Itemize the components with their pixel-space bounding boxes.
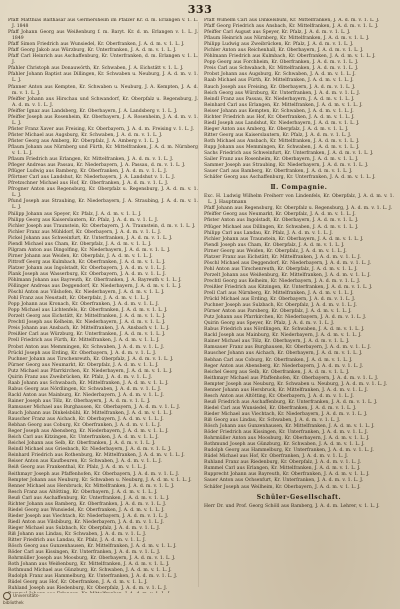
list-entry: Ramsauer Franz aus Burghausen, Kr. Oberbayern, J. A. d. m. v. 1. L. J. <box>204 345 371 351</box>
list-entry: Pfister Michael aus Augsburg, Kr. Schwaben, J. A. d. m. v. 1. L. J. <box>8 132 163 138</box>
list-entry: Putz Michael aus Pfarrkirchen, Kr. Niederbayern, J. A. d. m. v. 1. L. J. <box>8 368 173 374</box>
stamp-line-2: bibliothek <box>3 599 24 605</box>
list-entry: Rösch Johann aus Gunzenhausen, Kr. Mittelfranken, J. A. d. m. v. 1. L. J. <box>204 424 375 430</box>
list-entry: Popp Georg aus Forchheim, Kr. Oberfranken, J. A. d. m. v. 1. L. J. <box>204 60 359 66</box>
list-entry: Ruhland Franz aus Riedenburg, Kr. Oberpfalz, J. A. d. m. v. 1. L. J. <box>204 460 361 466</box>
list-entry: Pfaff Georg Jakob aus Würzburg, Kr. Unterfranken, J. A. d. m. v. 1. L. J. <box>8 48 177 54</box>
list-entry: Rabus Georg aus Nördlingen, Kr. Schwaben, J. A. d. m. v. 1. L. J. <box>8 386 161 392</box>
list-entry: Riß Georg aus Lindau, Kr. Schwaben, J. A. d. m. v. 1. L. J. <box>204 418 341 423</box>
list-entry: Popp Johann aus Kronach, Kr. Oberfranken, J. A. d. m. v. 1. L. J. <box>8 302 159 308</box>
library-stamp <box>3 592 83 605</box>
list-entry: Prückl Joseph aus Erding, Kr. Oberbayern, J. A. d. m. v. 1. L. J. <box>8 350 157 356</box>
list-entry: Quirin Franz aus Zweibrücken, Kr. Pfalz, J. A. d. m. v. 1. L. J. <box>8 374 152 380</box>
list-entry: Rudolph Georg aus Hammelburg, Kr. Unterfranken, J. A. d. m. v. 1. L. J. <box>204 448 374 454</box>
list-entry: Pfretzschner Michael aus Hof, Kr. Oberfranken, J. A. d. m. v. 1. L. J. <box>8 181 169 187</box>
list-entry: Reithmayr Joseph aus Pfaffenhofen, Kr. Oberbayern, J. A. d. m. v. 1. L. J. <box>8 471 179 477</box>
list-entry: Piendl Michael aus Cham, Kr. Oberpfalz, J. A. d. m. v. 1. L. J. <box>8 241 152 247</box>
list-entry: Riedl Joseph aus Landshut, Kr. Niederbayern, J. A. d. m. v. 1. L. J. <box>204 120 360 126</box>
list-entry: Rupprecht Johann aus Bayreuth, Kr. Oberfranken, J. A. d. m. v. 1. L. J. <box>204 472 370 478</box>
list-entry: Pichler Johann aus Traunstein, Kr. Oberbayern, J. A. d. m. v. 1. L. J. <box>204 236 364 242</box>
list-entry: Quirin Georg aus Speyer, Kr. Pfalz, J. A. d. m. v. 1. L. J. <box>204 321 335 327</box>
list-entry: Pfahler Johann Baptist aus Dillingen, Kr. Schwaben u. Neuburg, J. A. d. m. v. 1. L. J. <box>8 72 198 84</box>
list-entry: Rummel Carl aus Erlangen, Kr. Mittelfranken, J. A. d. m. v. 1. L. J. <box>204 466 361 472</box>
list-entry: Rothmund Michael aus Günzburg, Kr. Schwaben, J. A. d. m. v. 1. L. J. <box>8 568 172 574</box>
list-entry: Reinhard Carl aus Erlangen, Kr. Mittelfranken, J. A. d. m. v. 1. L. J. <box>204 102 363 108</box>
list-entry: Pfeiffer Carl August aus Speyer, Kr. Pfalz, J. A. d. m. v. 1. L. J. <box>204 30 351 36</box>
list-entry: Rainer Michael aus Tölz, Kr. Oberbayern, J. A. d. m. v. 1. L. J. <box>204 339 350 345</box>
seal-icon <box>3 592 11 600</box>
list-entry: Sauer Anton aus Ochsenfurt, Kr. Unterfranken, J. A. d. m. v. 1. L. J. <box>204 478 364 484</box>
list-entry: Riedel Georg aus Wunsiedel, Kr. Oberfranken, J. A. d. m. v. 1. L. J. <box>8 507 165 513</box>
list-entry: Pirner Georg aus Weiden, Kr. Oberpfalz, J. A. d. m. v. 1. L. J. <box>204 248 347 254</box>
page-number: 333 <box>187 3 213 16</box>
list-entry: Renner Michael aus Hersbruck, Kr. Mittelfranken, J. A. d. m. v. 1. L. J. <box>8 483 175 489</box>
list-entry: Pfister Anton aus Ingolstadt, Kr. Oberbayern, J. A. d. m. v. 1. L. J. <box>204 218 359 224</box>
list-entry: Sachs Friedrich aus Schweinfurt, Kr. Unterfranken, J. A. d. m. v. 1. L. J. <box>204 151 374 157</box>
list-entry: Reuß Carl aus Aschaffenburg, Kr. Unterfranken, J. A. d. m. v. 1. L. J. <box>8 495 170 501</box>
list-entry: Reichel Johann aus Selb, Kr. Oberfranken, J. A. d. m. v. 1. L. J. <box>8 441 156 447</box>
list-entry: Pohl Anton aus Tirschenreuth, Kr. Oberpfalz, J. A. d. m. v. 1. L. J. <box>204 266 358 272</box>
list-entry: Exc. H. Ludwig Wilhelm Freiherr von Lindenfels, Kr. Oberpfalz, J. A. d. m. v. 1. L. J. Hauptmann <box>204 194 394 206</box>
list-entry: Puchner Johann aus Tirschenreuth, Kr. Oberpfalz, J. A. d. m. v. 1. L. J. <box>8 356 174 362</box>
list-entry: Prechtl Georg aus Kelheim, Kr. Niederbayern, J. A. d. m. v. 1. L. J. <box>204 278 361 284</box>
list-entry: Reger Joseph aus Abensberg, Kr. Niederbayern, J. A. d. m. v. 1. L. J. <box>8 429 169 435</box>
list-entry: Herr Dr. und Prof. Georg Schöll aus Bamberg, J. A. d. m. Lehrer, v. 1. L. J. <box>204 503 380 509</box>
list-entry: Rauch Johann aus Dinkelsbühl, Kr. Mittelfranken, J. A. d. m. v. 1. L. J. <box>8 411 173 417</box>
left-column <box>8 18 198 593</box>
list-entry: Ritter Friedrich aus Landau, Kr. Pfalz, J. A. d. m. v. 1. L. J. <box>8 538 146 544</box>
list-entry: Ramsauer Michael aus Burghausen, Kr. Oberbayern, J. A. d. m. v. 1. L. J. <box>8 405 180 410</box>
list-entry: Pfeiffer Johann aus Hirschau und Schwandorf, Kr. Oberpfalz u. Regensburg, J. A. d. m. v. 1. L. J. <box>8 96 198 108</box>
list-entry: Philipp Georg aus Kaiserslautern, Kr. Pfalz, J. A. d. m. v. 1. L. J. <box>8 217 158 223</box>
list-entry: Pirner Johann aus Weiden, Kr. Oberpfalz, J. A. d. m. v. 1. L. J. <box>8 253 153 259</box>
list-entry: Pöschl Michael aus Deggendorf, Kr. Niederbayern, J. A. d. m. v. 1. L. J. <box>204 260 371 266</box>
list-entry: Rieder Michael aus Viechtach, Kr. Niederbayern, J. A. d. m. v. 1. L. J. <box>204 411 368 417</box>
list-entry: Rieger Michael aus Sulzbach, Kr. Oberpfalz, J. A. d. m. v. 1. L. J. <box>8 525 160 531</box>
section-heading: Ⅱ. Compagnie. <box>270 184 328 192</box>
footer-heading: Schüler-Gesellschaft. <box>256 493 342 501</box>
list-entry: Pfrogner Anton aus Regensburg, Kr. Oberpfalz u. Regensburg, J. A. d. m. v. 1. L. J. <box>8 187 198 199</box>
list-entry: Pfaff Simon Friedrich aus Wunsiedel, Kr. Oberfranken, J. A. d. m. v. 1. L. J. <box>8 42 185 48</box>
list-entry: Rackl Anton aus Mainburg, Kr. Niederbayern, J. A. d. m. v. 1. L. J. <box>8 392 164 398</box>
list-entry: Rohrmüller Anton aus Moosburg, Kr. Oberbayern, J. A. d. m. v. 1. L. J. <box>204 436 370 442</box>
text-columns <box>8 18 394 593</box>
list-entry: Riedl Anton aus Vilsbiburg, Kr. Niederbayern, J. A. d. m. v. 1. L. J. <box>8 519 164 525</box>
list-entry: Reich Carl aus Kitzingen, Kr. Unterfranken, J. A. d. m. v. 1. L. J. <box>8 435 159 441</box>
right-column <box>204 18 394 593</box>
list-entry: Rudolph Franz aus Hammelburg, Kr. Unterfranken, J. A. d. m. v. 1. L. J. <box>8 574 178 580</box>
list-entry: Prechtl Joseph aus Kelheim, Kr. Niederbayern, J. A. d. m. v. 1. L. J. <box>8 320 166 326</box>
list-entry: Pittroff Georg aus Kulmbach, Kr. Oberfranken, J. A. d. m. v. 1. L. J. <box>8 259 166 265</box>
footer-list <box>204 504 394 510</box>
list-entry: Probst Johann aus Augsburg, Kr. Schwaben, J. A. d. m. v. 1. L. J. <box>204 72 356 78</box>
list-entry: Rebhan Georg aus Coburg, Kr. Oberfranken, J. A. d. m. v. 1. L. J. <box>8 423 161 429</box>
list-entry: Preißler Carl aus Würzburg, Kr. Unterfranken, J. A. d. m. v. 1. L. J. <box>8 332 166 338</box>
list-entry: Rempter Joseph aus Neuburg, Kr. Schwaben u. Neuburg, J. A. d. m. v. 1. L. J. <box>204 381 387 387</box>
list-entry: Richter Friedrich aus Hof, Kr. Oberfranken, J. A. d. m. v. 1. L. J. <box>204 114 355 120</box>
list-entry: Sauer Carl aus Bamberg, Kr. Oberfranken, J. A. d. m. v. 1. L. J. <box>204 169 353 175</box>
right-column-top-list <box>204 18 394 181</box>
list-entry: Philipp Johann aus Speyer, Kr. Pfalz, J. A. d. m. v. 1. L. J. <box>8 211 142 217</box>
list-entry: Pürner Anton aus Parsberg, Kr. Oberpfalz, J. A. d. m. v. 1. L. J. <box>204 309 352 315</box>
list-entry: Rebhan Carl aus Coburg, Kr. Oberfranken, J. A. d. m. v. 1. L. J. <box>204 357 353 363</box>
list-entry: Philipp Carl aus Landau, Kr. Pfalz, J. A. d. m. v. 1. L. J. <box>204 230 333 236</box>
list-entry: Pöhlmann Johann aus Bayreuth, Kr. Oberfranken, J. A. Bayreuth v. 1. L. J. <box>8 278 182 284</box>
list-entry: Porzelt Georg aus Eichstätt, Kr. Mittelfranken, J. A. d. m. v. 1. L. J. <box>8 314 166 320</box>
list-entry: Rohrmüller Joseph aus Moosburg, Kr. Oberbayern, J. A. d. m. v. 1. L. J. <box>8 556 176 562</box>
list-entry: Reich Georg aus Würzburg, Kr. Unterfranken, J. A. d. m. v. 1. L. J. <box>204 90 360 96</box>
list-entry: Sammer Joseph aus Straubing, Kr. Niederbayern, J. A. d. m. v. 1. L. J. <box>204 163 369 169</box>
list-entry: Pfister Franz Xaver aus Freising, Kr. Oberbayern, J. A. d. m. Freising v. 1. L. J. <box>8 126 194 132</box>
list-entry: Rüdel Michael aus Hof, Kr. Oberfranken, J. A. d. m. v. 1. L. J. <box>204 454 348 460</box>
list-entry: Reiß Georg aus Frankenthal, Kr. Pfalz, J. A. d. m. v. 1. L. J. <box>8 465 147 471</box>
list-entry: Pöschl Anton aus Vilshofen, Kr. Niederbayern, J. A. d. m. v. 1. L. J. <box>8 290 165 296</box>
list-entry: Pflüger Michael aus Dillingen, Kr. Schwaben, J. A. d. m. v. 1. L. J. <box>204 224 359 230</box>
list-entry: Pflaum Johann aus Nürnberg und Fürth, Kr. Mittelfranken, J. A. d. m. Nürnberg v. 1. L. J. <box>8 144 198 157</box>
list-entry: Rupp Johann aus Memmingen, Kr. Schwaben, J. A. d. m. v. 1. L. J. <box>204 144 360 150</box>
list-entry: Rauscher Johann aus Aichach, Kr. Oberbayern, J. A. d. m. v. 1. L. J. <box>204 351 363 357</box>
list-entry: Reindl Franz aus Passau, Kr. Niederbayern, J. A. d. m. v. 1. L. J. <box>204 96 355 102</box>
list-entry: Sailer Franz aus Rosenheim, Kr. Oberbayern, J. A. d. m. v. 1. L. J. <box>204 157 359 163</box>
list-entry: Popp Michael aus Lichtenfels, Kr. Oberfranken, J. A. d. m. v. 1. L. J. <box>8 308 168 314</box>
list-entry: Rackl Joseph aus Mainburg, Kr. Niederbayern, J. A. d. m. v. 1. L. J. <box>204 333 362 339</box>
list-entry: Pfleger Andreas aus Passau, Kr. Niederbayern, J. A. Passau, d. m. v. 1. L. J. <box>8 163 186 169</box>
list-entry: Reger Anton aus Abensberg, Kr. Niederbayern, J. A. d. m. v. 1. L. J. <box>204 363 363 369</box>
list-entry: Röder Carl aus Kissingen, Kr. Unterfranken, J. A. d. m. v. 1. L. J. <box>8 550 161 556</box>
list-entry: Pfister Georg aus Amberg, Kr. Oberpfalz, J. A. Amberg v. 1. L. J. <box>8 138 160 144</box>
list-entry: Pfaff Georg Friedrich aus Ansbach, Kr. Mittelfranken, J. A. d. m. v. 1. L. J. <box>204 24 379 30</box>
list-entry: Roth Michael aus Ansbach, Kr. Mittelfranken, J. A. d. m. v. 1. L. J. <box>204 138 360 144</box>
list-entry: Reiser Anton aus Kaufbeuren, Kr. Schwaben, J. A. d. m. v. 1. L. J. <box>8 459 162 465</box>
list-entry: Riß Johann aus Lindau, Kr. Schwaben, J. A. d. m. v. 1. L. J. <box>8 531 147 537</box>
list-entry: Pickel Johann aus Schweinfurt, Kr. Unterfranken, J. A. d. m. v. 1. L. J. <box>8 235 173 241</box>
list-entry: Rösch Georg aus Gunzenhausen, Kr. Mittelfranken, J. A. d. m. v. 1. L. J. <box>8 544 177 550</box>
list-entry: Reiser Johann aus Kempten, Kr. Schwaben, J. A. d. m. v. 1. L. J. <box>204 108 354 114</box>
list-entry: Pürner Georg aus Neumarkt, Kr. Oberpfalz, J. A. d. m. v. 1. L. J. <box>8 362 159 368</box>
list-entry: Reuß Friedrich aus Aschaffenburg, Kr. Unterfranken, J. A. d. m. v. 1. L. J. <box>204 399 378 405</box>
list-entry: Philipp Ludwig aus Zweibrücken, Kr. Pfalz, J. A. d. m. v. 1. L. J. <box>204 42 354 48</box>
list-entry: Rauscher Franz aus Aichach, Kr. Oberbayern, J. A. d. m. v. 1. L. J. <box>8 417 164 423</box>
list-entry: Rieder Joseph aus Viechtach, Kr. Niederbayern, J. A. d. m. v. 1. L. J. <box>8 513 169 519</box>
list-entry: Piendl Joseph aus Cham, Kr. Oberpfalz, J. A. d. m. v. 1. L. J. <box>204 242 345 248</box>
list-entry: Schäfer Georg aus Aschaffenburg, Kr. Unterfranken, J. A. d. m. v. 1. L. J. <box>204 175 376 181</box>
list-entry: Platzer Franz aus Eichstätt, Kr. Mittelfranken, J. A. d. m. v. 1. L. J. <box>204 254 361 260</box>
list-entry: Prückl Michael aus Erding, Kr. Oberbayern, J. A. d. m. v. 1. L. J. <box>204 297 356 303</box>
list-entry: Röder Friedrich aus Kissingen, Kr. Unterfranken, J. A. d. m. v. 1. L. J. <box>204 430 368 436</box>
list-entry: Rabus Friedrich aus Nördlingen, Kr. Schwaben, J. A. d. m. v. 1. L. J. <box>204 327 365 333</box>
list-entry: Ruhland Joseph aus Riedenburg, Kr. Oberpfalz, J. A. d. m. v. 1. L. J. <box>8 586 167 592</box>
list-entry: Pfund Joseph aus Straubing, Kr. Niederbayern, J. A. Straubing, J. A. d. m. v. 1. L. J. <box>8 199 198 211</box>
list-entry: Pflüger Ludwig aus Bamberg, Kr. Oberfranken, J. A. d. m. v. 1. L. J. <box>8 169 167 175</box>
list-entry: Rauch Joseph aus Freising, Kr. Oberbayern, J. A. d. m. v. 1. L. J. <box>204 84 356 90</box>
list-entry: Pfeiffer Joseph aus Rosenheim, Kr. Oberbayern, J. A. Rosenheim, J. A. d. m. v. 1. L. J. <box>8 114 198 126</box>
list-entry: Pfanner Anton aus Kempten, Kr. Schwaben u. Neuburg, J. A. Kempten, J. A. d. m. v. 1. L. J. <box>8 84 198 96</box>
list-entry: Plank Joseph aus Wasserburg, Kr. Oberbayern, J. A. d. m. v. 1. L. J. <box>8 271 166 277</box>
list-entry: Pilgram Anton aus Dingolfing, Kr. Niederbayern, J. A. d. m. v. 1. L. J. <box>8 247 171 253</box>
list-entry: Rempter Johann aus Neuburg, Kr. Schwaben u. Neuburg, J. A. d. m. v. 1. L. J. <box>8 477 192 483</box>
list-entry: Pfeiffer Georg aus Neumarkt, Kr. Oberpfalz, J. A. d. m. v. 1. L. J. <box>204 212 356 218</box>
list-entry: Pichler Anton aus Reichenhall, Kr. Oberbayern, J. A. d. m. v. 1. L. J. <box>204 48 364 54</box>
list-entry: Putz Johann aus Pfarrkirchen, Kr. Niederbayern, J. A. d. m. v. 1. L. J. <box>204 315 367 321</box>
list-entry: Probst Anton aus Memmingen, Kr. Schwaben, J. A. d. m. v. 1. L. J. <box>8 344 164 350</box>
list-entry: Rieger Anton aus Amberg, Kr. Oberpfalz, J. A. d. m. v. 1. L. J. <box>204 126 349 132</box>
list-entry: Pfaff Matthias Balthasar aus Germersheim im Pfälzer Kr. d. m. Erlangen v. 1. L. J. 1848 <box>8 18 198 30</box>
list-entry: Platzer Johann aus Ingolstadt, Kr. Oberbayern, J. A. d. m. v. 1. L. J. <box>8 265 166 271</box>
list-entry: Prell Friedrich aus Fürth, Kr. Mittelfranken, J. A. d. m. v. 1. L. J. <box>8 338 160 344</box>
list-entry: Resch Anton aus Altötting, Kr. Oberbayern, J. A. d. m. v. 1. L. J. <box>204 393 354 399</box>
list-entry: Pfaff Wilhelm Carl aus Dinkelsbühl, Kr. Mittelfranken, J. A. d. m. v. 1. L. J. <box>204 18 380 23</box>
list-entry: Pflaum Heinrich aus Nürnberg, Kr. Mittelfranken, J. A. d. m. v. 1. L. J. <box>204 36 370 42</box>
list-entry: Pfaff Carl Heinrich aus Aschaffenburg, Kr. Unterfranken, d. m. Erlangen v. 1. L. J. <box>8 54 198 66</box>
list-entry: Reindl Michael aus Griesbach, Kr. Niederbayern, J. A. d. m. v. 1. L. J. <box>8 447 172 453</box>
list-entry: Pichler Franz aus Mühldorf, Kr. Oberbayern, J. A. d. m. v. 1. L. J. <box>8 229 162 235</box>
list-entry: Preis Johann aus Ansbach, Kr. Mittelfranken, J. A. Ansbach v. 1. L. J. <box>8 326 170 332</box>
list-entry: Prell Carl aus Nürnberg, Kr. Mittelfranken, J. A. d. m. v. 1. L. J. <box>204 291 354 297</box>
list-entry: Pfahler Christoph aus Donauwörth, Kr. Schwaben, J. A. Eichstätt v. 1. L. J. <box>8 66 184 72</box>
list-entry: Rothmund Joseph aus Günzburg, Kr. Schwaben, J. A. d. m. v. 1. L. J. <box>204 442 365 448</box>
list-entry: Reithmayr Michael aus Pfaffenhofen, Kr. Oberbayern, J. A. d. m. v. 1. L. J. <box>204 375 379 381</box>
list-entry: Resch Franz aus Altötting, Kr. Oberbayern, J. A. d. m. v. 1. L. J. <box>8 489 158 495</box>
list-entry: Pflaum Friedrich aus Erlangen, Kr. Mittelfranken, J. A. d. m. v. 1. L. J. <box>8 157 174 163</box>
list-entry: Raab Johann aus Schwabach, Kr. Mittelfranken, J. A. d. m. v. 1. L. J. <box>8 380 169 386</box>
list-entry: Pichler Joseph aus Traunstein, Kr. Oberbayern, J. A. Traunstein, d. m. v. 1. L. J. <box>8 223 196 229</box>
list-entry: Reinhard Friedrich aus Rothenburg, Kr. Mittelfranken, J. A. d. m. v. 1. L. J. <box>8 453 185 459</box>
list-entry: Rüdel Georg aus Hof, Kr. Oberfranken, J. A. d. m. v. 1. L. J. <box>8 580 148 586</box>
list-entry: Pohl Franz aus Neustadt, Kr. Oberpfalz, J. A. d. m. v. 1. L. J. <box>8 296 150 302</box>
list-entry: Renner Johann aus Hersbruck, Kr. Mittelfranken, J. A. d. m. v. 1. L. J. <box>204 387 368 393</box>
list-entry: Roth Johann aus Weißenburg, Kr. Mittelfranken, J. A. d. m. v. 1. L. J. <box>8 562 170 568</box>
list-entry: Pfaff Johann Georg aus Weißenburg f. m. Baryt. Kr. d. m. Erlangen v. 1. L. J. 1849 <box>8 30 198 42</box>
list-entry: Preißler Friedrich aus Kitzingen, Kr. Unterfranken, J. A. d. m. v. 1. L. J. <box>204 284 373 290</box>
list-entry: Puchner Joseph aus Sulzbach, Kr. Oberpfalz, J. A. d. m. v. 1. L. J. <box>204 303 357 309</box>
list-entry: Pöllinger Andreas aus Deggendorf, Kr. Niederbayern, J. A. d. m. v. 1. L. J. <box>8 284 182 290</box>
list-entry: Pöhlmann Friedrich aus Kulmbach, Kr. Oberfranken, J. A. d. m. v. 1. L. J. <box>204 54 376 60</box>
list-entry: Richter Johann aus Bamberg, Kr. Oberfranken, J. A. d. m. v. 1. L. J. <box>8 501 167 507</box>
list-entry: Raab Michael aus Fürth, Kr. Mittelfranken, J. A. d. m. v. 1. L. J. <box>204 78 354 84</box>
list-entry: Schäfer Joseph aus Weilheim, Kr. Oberbayern, J. A. d. m. v. 1. L. J. <box>204 484 361 490</box>
right-column-bottom-list <box>204 194 394 490</box>
list-entry: Ritter Georg aus Kaiserslautern, Kr. Pfalz, J. A. d. m. v. 1. L. J. <box>204 132 352 138</box>
list-entry: Reichel Georg aus Selb, Kr. Oberfranken, J. A. d. m. v. 1. L. J. <box>204 369 350 375</box>
list-entry: Pfeiffer Ignaz aus Landsberg, Kr. Oberbayern, J. A. Landsberg v. 1. L. J. <box>8 108 178 114</box>
list-entry: Porzelt Johann aus Weißenburg, Kr. Mittelfranken, J. A. d. m. v. 1. L. J. <box>204 272 371 278</box>
list-entry: Pförtner Carl aus Landshut, Kr. Niederbayern, J. A. Landshut v. 1. L. J. <box>8 175 175 181</box>
list-entry: Riedel Carl aus Wunsiedel, Kr. Oberfranken, J. A. d. m. v. 1. L. J. <box>204 405 357 411</box>
list-entry: Preis Carl aus Schwabach, Kr. Mittelfranken, J. A. d. m. v. 1. L. J. <box>204 66 359 72</box>
list-entry: Pfaff Johann aus Regensburg, Kr. Oberpfalz u. Regensburg, J. A. d. m. v. 1. L. J. <box>204 206 392 212</box>
stamp-line-1: Universitäts- <box>13 592 40 598</box>
list-entry: Rainer Joseph aus Tölz, Kr. Oberbayern, J. A. d. m. v. 1. L. J. <box>8 398 151 404</box>
